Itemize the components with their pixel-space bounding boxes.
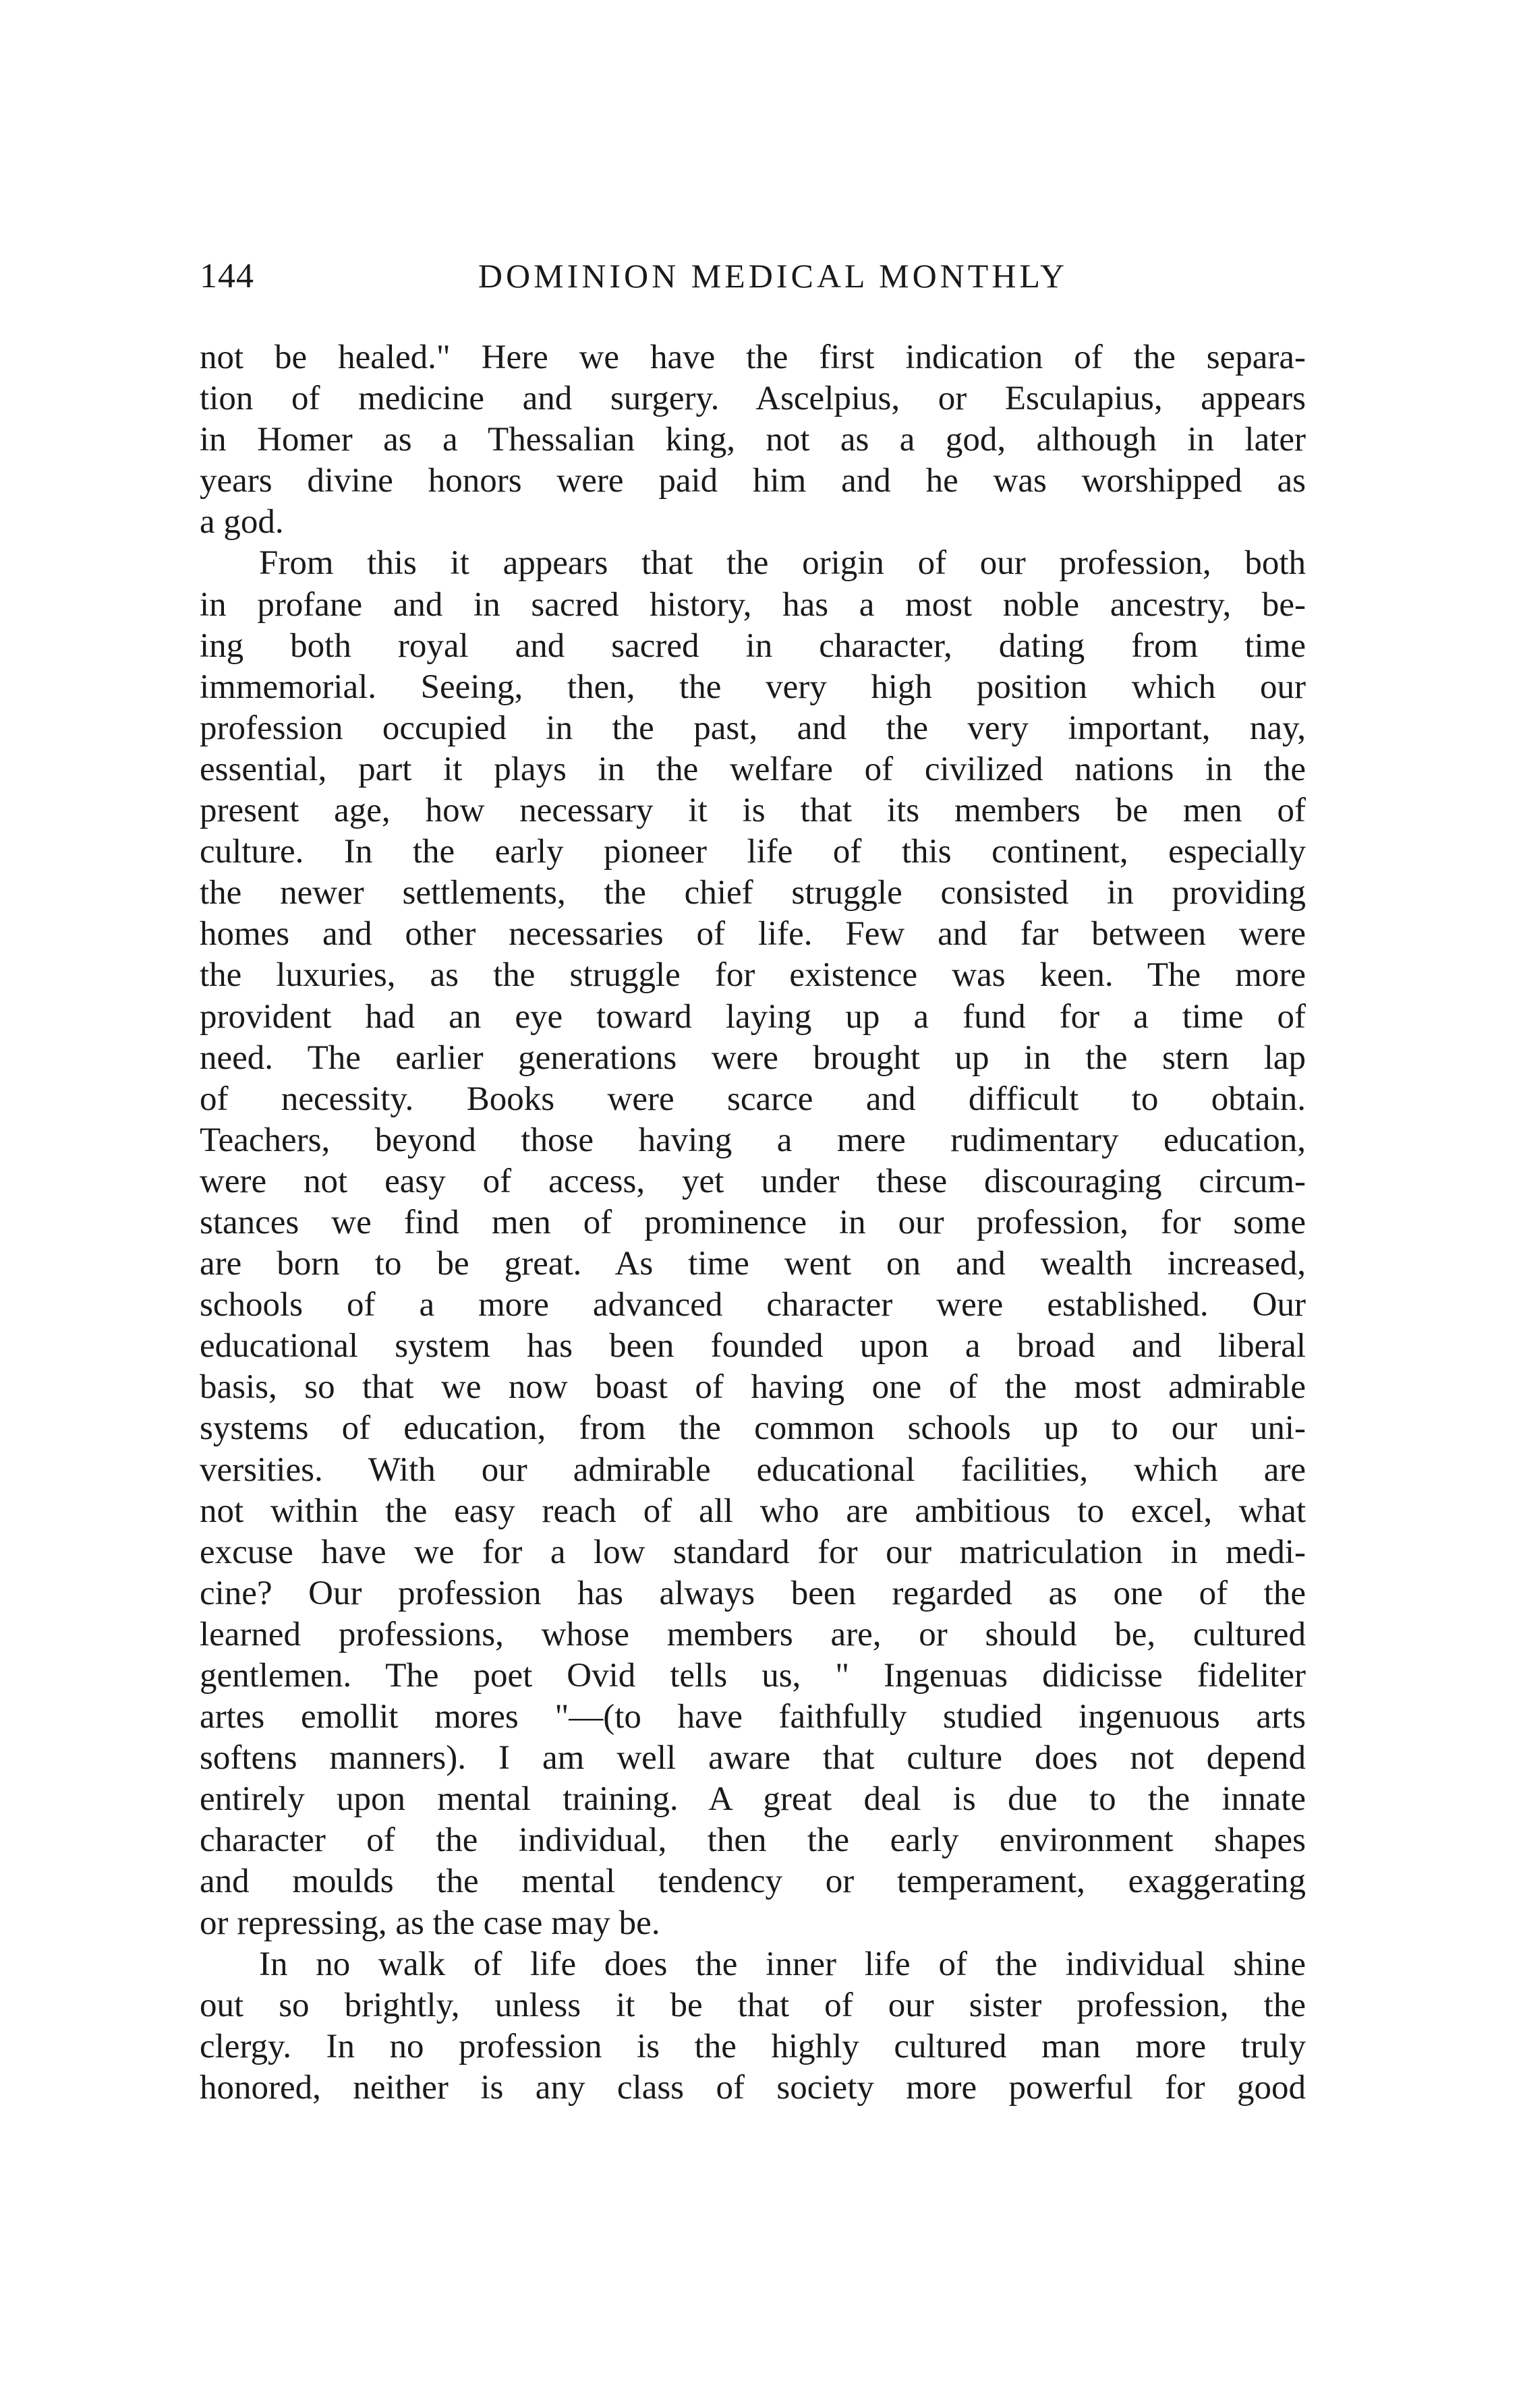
body-text <box>200 337 1306 2109</box>
text-line: homes and other necessaries of life. Few and far between were <box>200 915 1306 953</box>
text-line: not be healed." Here we have the first indication of the separa- <box>200 339 1306 376</box>
text-line: gentlemen. The poet Ovid tells us, " Ingenuas didicisse fideliter <box>200 1657 1306 1695</box>
text-line: the luxuries, as the struggle for existence was keen. The more <box>200 956 1306 995</box>
page-header <box>200 256 1306 310</box>
text-line: years divine honors were paid him and he was worshipped as <box>200 462 1306 500</box>
text-line: schools of a more advanced character were established. Our <box>200 1286 1306 1324</box>
text-line: a god. <box>200 503 284 541</box>
text-line: in Homer as a Thessalian king, not as a god, although in later <box>200 421 1306 459</box>
text-line: not within the easy reach of all who are ambitious to excel, what <box>200 1492 1306 1530</box>
text-line: ing both royal and sacred in character, dating from time <box>200 626 1306 665</box>
text-line: honored, neither is any class of society more powerful for good <box>200 2068 1306 2107</box>
text-line: present age, how necessary it is that its members be men of <box>200 792 1306 830</box>
text-line: immemorial. Seeing, then, the very high position which our <box>200 668 1306 706</box>
text-line: From this it appears that the origin of our profession, both <box>259 544 1306 583</box>
text-line: are born to be great. As time went on and wealth increased, <box>200 1245 1306 1283</box>
text-line: versities. With our admirable educational facilities, which are <box>200 1450 1306 1489</box>
text-line: were not easy of access, yet under these discouraging circum- <box>200 1162 1306 1200</box>
text-line: entirely upon mental training. A great deal is due to the innate <box>200 1780 1306 1819</box>
text-line: in profane and in sacred history, has a most noble ancestry, be- <box>200 585 1306 624</box>
text-line: of necessity. Books were scarce and difficult to obtain. <box>200 1080 1306 1118</box>
text-line: In no walk of life does the inner life of the individual shine <box>259 1945 1306 1983</box>
text-line: educational system has been founded upon a broad and liberal <box>200 1327 1306 1365</box>
text-line: culture. In the early pioneer life of this continent, especially <box>200 833 1306 871</box>
text-line: basis, so that we now boast of having one of the most admirable <box>200 1368 1306 1407</box>
text-line: provident had an eye toward laying up a fund for a time of <box>200 997 1306 1036</box>
text-line: out so brightly, unless it be that of our sister profession, the <box>200 1986 1306 2024</box>
page-number: 144 <box>200 257 254 295</box>
text-line: learned professions, whose members are, or should be, cultured <box>200 1615 1306 1653</box>
text-line: character of the individual, then the early environment shapes <box>200 1821 1306 1860</box>
text-line: Teachers, beyond those having a mere rudimentary education, <box>200 1121 1306 1159</box>
text-line: and moulds the mental tendency or temperament, exaggerating <box>200 1862 1306 1901</box>
text-line: cine? Our profession has always been regarded as one of the <box>200 1574 1306 1612</box>
text-line: essential, part it plays in the welfare of civilized nations in the <box>200 750 1306 788</box>
text-line: stances we find men of prominence in our profession, for some <box>200 1203 1306 1241</box>
text-line: need. The earlier generations were brought up in the stern lap <box>200 1038 1306 1077</box>
running-head: DOMINION MEDICAL MONTHLY <box>478 257 1068 295</box>
text-line: tion of medicine and surgery. Ascelpius, or Esculapius, appears <box>200 380 1306 418</box>
text-line: clergy. In no profession is the highly cultured man more truly <box>200 2027 1306 2065</box>
text-line: or repressing, as the case may be. <box>200 1904 660 1942</box>
text-line: the newer settlements, the chief struggle consisted in providing <box>200 874 1306 912</box>
text-line: excuse have we for a low standard for our matriculation in medi- <box>200 1533 1306 1571</box>
text-line: systems of education, from the common schools up to our uni- <box>200 1409 1306 1448</box>
text-line: softens manners). I am well aware that culture does not depend <box>200 1739 1306 1778</box>
text-line: artes emollit mores "—(to have faithfully studied ingenuous arts <box>200 1698 1306 1736</box>
text-line: profession occupied in the past, and the very important, nay, <box>200 709 1306 747</box>
